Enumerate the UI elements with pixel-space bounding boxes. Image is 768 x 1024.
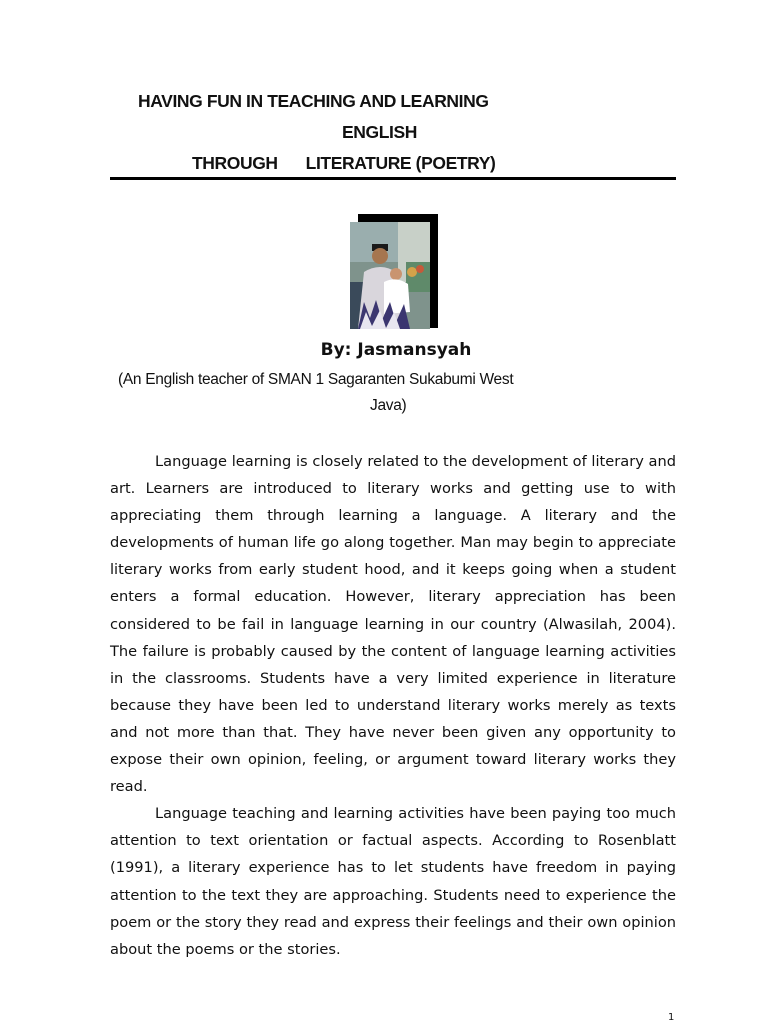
document-title bbox=[110, 86, 675, 179]
affiliation-line-2: Java) bbox=[370, 397, 407, 414]
page-number: 1 bbox=[668, 1012, 675, 1023]
author-affiliation bbox=[118, 367, 628, 419]
title-line-3-part-b: LITERATURE (POETRY) bbox=[305, 153, 496, 173]
affiliation-line-1: (An English teacher of SMAN 1 Sagaranten Sukabumi West bbox=[118, 371, 514, 388]
title-line-2: ENGLISH bbox=[342, 122, 417, 142]
paragraph-1: Language learning is closely related to the development of literary and art. Learners are introduced to literary works and getting use to with appreciating them through learning a language. A literary and the developments of human life go along together. Man may begin to appreciate literary works from early student hood, and it keeps going when a student enters a formal education. However, literary appreciation has been considered to be fail in language learning in our country (Alwasilah, 2004). The failure is probably caused by the content of language learning activities in the classrooms. Students have a very limited experience in literature because they have been led to understand literary works merely as texts and not more than that. They have never been given any opportunity to expose their own opinion, feeling, or argument toward literary works they read. bbox=[110, 453, 676, 796]
title-line-3 bbox=[110, 148, 675, 179]
document-body bbox=[110, 448, 676, 963]
author-photo-icon bbox=[350, 222, 430, 329]
author-name: By: Jasmansyah bbox=[320, 340, 472, 360]
title-line-1: HAVING FUN IN TEACHING AND LEARNING bbox=[138, 91, 489, 111]
title-line-3-part-a: THROUGH bbox=[192, 153, 278, 173]
title-divider bbox=[110, 177, 676, 180]
author-byline bbox=[0, 338, 768, 362]
paragraph-2: Language teaching and learning activities have been paying too much attention to text orientation or factual aspects. According to Rosenblatt (1991), a literary experience has to let students have freedom in paying attention to the text they are approaching. Students need to experience the poem or the story they read and express their feelings and their own opinion about the poems or the stories. bbox=[110, 805, 676, 958]
author-photo-frame bbox=[350, 214, 438, 330]
author-photo bbox=[350, 222, 430, 329]
